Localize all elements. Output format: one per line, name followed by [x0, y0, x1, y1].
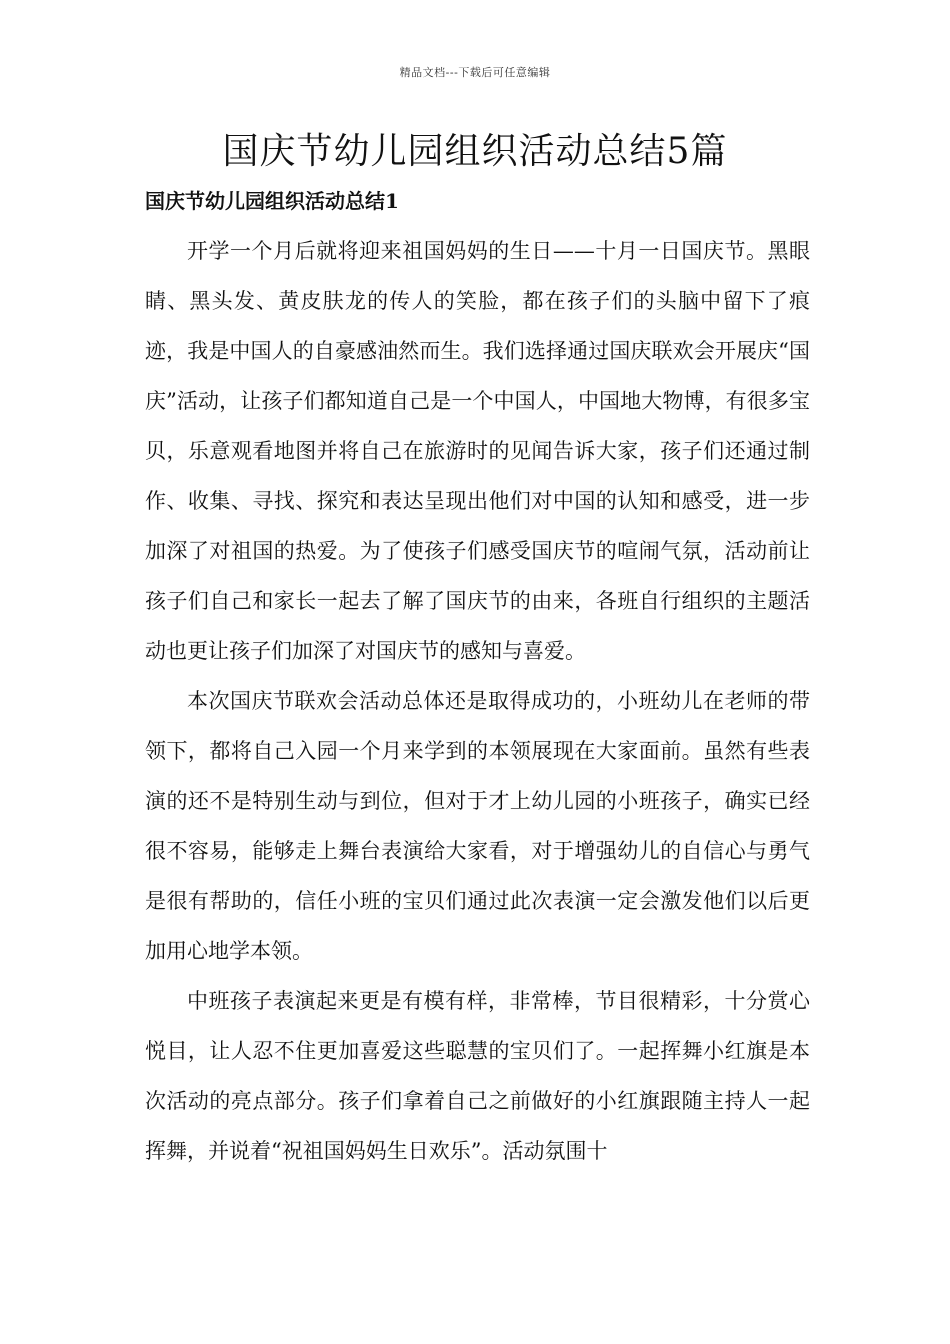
document-title: 国庆节幼儿园组织活动总结5篇: [222, 131, 728, 172]
paragraph-2: 本次国庆节联欢会活动总体还是取得成功的，小班幼儿在老师的带领下，都将自己入园一个月来学到的本领展现在大家面前。虽然有些表演的还不是特别生动与到位，但对于才上幼儿园的小班孩子，确实已经很不容易，能够走上舞台表演给大家看，对于增强幼儿的自信心与勇气是很有帮助的，信任小班的宝贝们通过此次表演一定会激发他们以后更加用心地学本领。: [145, 689, 810, 963]
header-note: 精品文档---下载后可任意编辑: [399, 66, 551, 79]
paragraph-3: 中班孩子表演起来更是有模有样，非常棒，节目很精彩，十分赏心悦目，让人忍不住更加喜爱这些聪慧的宝贝们了。一起挥舞小红旗是本次活动的亮点部分。孩子们拿着自己之前做好的小红旗跟随主持人一起挥舞，并说着“祝祖国妈妈生日欢乐”。活动氛围十: [145, 989, 810, 1163]
paragraph-1: 开学一个月后就将迎来祖国妈妈的生日——十月一日国庆节。黑眼睛、黑头发、黄皮肤龙的传人的笑脸，都在孩子们的头脑中留下了痕迹，我是中国人的自豪感油然而生。我们选择通过国庆联欢会开展庆“国庆”活动，让孩子们都知道自己是一个中国人，中国地大物博，有很多宝贝，乐意观看地图并将自己在旅游时的见闻告诉大家，孩子们还通过制作、收集、寻找、探究和表达呈现出他们对中国的认知和感受，进一步加深了对祖国的热爱。为了使孩子们感受国庆节的喧闹气氛，活动前让孩子们自己和家长一起去了解了国庆节的由来，各班自行组织的主题活动也更让孩子们加深了对国庆节的感知与喜爱。: [145, 239, 810, 663]
document-body: [145, 226, 810, 1176]
section-heading: 国庆节幼儿园组织活动总结1: [145, 189, 399, 213]
